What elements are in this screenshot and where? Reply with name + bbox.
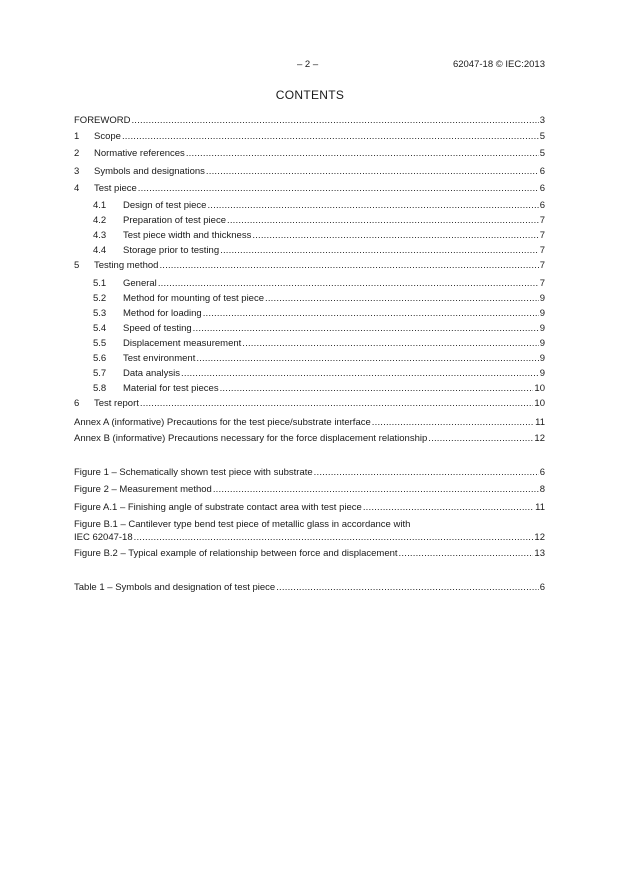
toc-entry-title: FOREWORD [74, 115, 131, 126]
toc-entry-clause-5-7[interactable] [93, 367, 545, 380]
toc-entry-number: 1 [74, 131, 80, 142]
figure-entry-title: Figure A.1 – Finishing angle of substrate contact area with test piece [74, 502, 362, 513]
toc-entry-number: 5.1 [93, 278, 107, 289]
toc-entry-annex-a[interactable] [74, 416, 545, 429]
toc-entry-title: Test piece width and thickness [123, 230, 252, 241]
toc-entry-number: 5.8 [93, 383, 107, 394]
toc-entry-page: 7 [539, 215, 545, 226]
toc-entry-clause-5-8[interactable] [93, 382, 545, 395]
toc-entry-number: 4 [74, 183, 80, 194]
toc-entry-title: Annex A (informative) Precautions for the test piece/substrate interface [74, 417, 371, 428]
toc-entry-title: Design of test piece [123, 200, 207, 211]
toc-entry-clause-2[interactable] [74, 147, 545, 160]
toc-entry-number: 5.2 [93, 293, 107, 304]
toc-entry-page: 9 [539, 338, 545, 349]
toc-entry-number: 2 [74, 148, 80, 159]
figure-entry-title: Figure B.2 – Typical example of relationship between force and displacement [74, 548, 398, 559]
toc-entry-page: 9 [539, 293, 545, 304]
toc-entry-page: 9 [539, 308, 545, 319]
toc-entry-page: 7 [539, 260, 545, 271]
figure-entry-page: 12 [534, 532, 545, 543]
toc-entry-clause-3[interactable] [74, 165, 545, 178]
toc-entry-title: Symbols and designations [94, 166, 205, 177]
toc-entry-title: Data analysis [123, 368, 181, 379]
toc-entry-title: Test piece [94, 183, 137, 194]
contents-title: CONTENTS [275, 88, 345, 102]
table-entry-title: Table 1 – Symbols and designation of test piece [74, 582, 276, 593]
toc-entry-clause-5-3[interactable] [93, 307, 545, 320]
toc-entry-page: 10 [534, 398, 545, 409]
toc-entry-page: 6 [539, 200, 545, 211]
toc-entry-page: 9 [539, 368, 545, 379]
toc-entry-title: Storage prior to testing [123, 245, 220, 256]
toc-entry-number: 5.5 [93, 338, 107, 349]
toc-entry-title: Normative references [94, 148, 185, 159]
table-entry-1[interactable] [74, 581, 545, 594]
toc-entry-clause-1[interactable] [74, 130, 545, 143]
toc-entry-clause-4-1[interactable] [93, 199, 545, 212]
toc-entry-clause-5-5[interactable] [93, 337, 545, 350]
toc-entry-title: Test report [94, 398, 139, 409]
toc-entry-clause-4-4[interactable] [93, 244, 545, 257]
toc-entry-clause-5[interactable] [74, 259, 545, 272]
figure-entry-page: 8 [539, 484, 545, 495]
toc-entry-number: 5.4 [93, 323, 107, 334]
toc-entry-foreword[interactable] [74, 114, 545, 127]
toc-entry-page: 11 [535, 417, 545, 428]
toc-entry-title: Speed of testing [123, 323, 192, 334]
toc-entry-annex-b[interactable] [74, 432, 545, 445]
figure-entry-title: Figure 2 – Measurement method [74, 484, 212, 495]
figure-entry-b1[interactable] [74, 518, 545, 544]
toc-entry-title: Test environment [123, 353, 196, 364]
toc-entry-title: Scope [94, 131, 121, 142]
toc-entry-page: 6 [539, 166, 545, 177]
toc-entry-title: Testing method [94, 260, 159, 271]
figure-entry-1[interactable] [74, 466, 545, 479]
toc-entry-title: Displacement measurement [123, 338, 242, 349]
figure-entry-title-continued: IEC 62047-18 [74, 532, 133, 543]
toc-entry-page: 5 [539, 148, 545, 159]
toc-entry-clause-5-1[interactable] [93, 277, 545, 290]
toc-entry-page: 7 [539, 245, 545, 256]
document-reference: 62047-18 © IEC:2013 [452, 59, 545, 70]
toc-entry-number: 4.2 [93, 215, 107, 226]
toc-entry-clause-4[interactable] [74, 182, 545, 195]
toc-entry-title: Material for test pieces [123, 383, 219, 394]
figure-entry-page: 13 [534, 548, 545, 559]
toc-entry-number: 4.4 [93, 245, 107, 256]
toc-entry-page: 12 [534, 433, 545, 444]
toc-entry-number: 3 [74, 166, 80, 177]
toc-entry-clause-4-2[interactable] [93, 214, 545, 227]
toc-entry-number: 6 [74, 398, 80, 409]
toc-entry-clause-6[interactable] [74, 397, 545, 410]
toc-entry-page: 7 [539, 230, 545, 241]
toc-entry-clause-4-3[interactable] [93, 229, 545, 242]
toc-entry-clause-5-4[interactable] [93, 322, 545, 335]
toc-entry-page: 7 [539, 278, 545, 289]
toc-entry-page: 3 [539, 115, 545, 126]
toc-entry-page: 9 [539, 323, 545, 334]
toc-entry-page: 6 [539, 183, 545, 194]
figure-entry-a1[interactable] [74, 501, 545, 514]
table-entry-page: 6 [539, 582, 545, 593]
toc-entry-number: 5 [74, 260, 80, 271]
toc-entry-page: 10 [534, 383, 545, 394]
toc-entry-number: 4.1 [93, 200, 107, 211]
figure-entry-title: Figure B.1 – Cantilever type bend test piece of metallic glass in accordance with [74, 519, 411, 530]
toc-entry-number: 4.3 [93, 230, 107, 241]
figure-entry-page: 6 [539, 467, 545, 478]
toc-entry-page: 9 [539, 353, 545, 364]
toc-entry-page: 5 [539, 131, 545, 142]
toc-entry-title: Method for mounting of test piece [123, 293, 264, 304]
toc-entry-title: Preparation of test piece [123, 215, 226, 226]
toc-entry-clause-5-6[interactable] [93, 352, 545, 365]
toc-entry-title: Annex B (informative) Precautions necessary for the force displacement relationship [74, 433, 428, 444]
figure-entry-page: 11 [535, 502, 545, 513]
toc-entry-clause-5-2[interactable] [93, 292, 545, 305]
toc-entry-number: 5.7 [93, 368, 107, 379]
figure-entry-title: Figure 1 – Schematically shown test piece with substrate [74, 467, 313, 478]
toc-entry-title: General [123, 278, 157, 289]
figure-entry-2[interactable] [74, 483, 545, 496]
toc-entry-number: 5.3 [93, 308, 107, 319]
toc-entry-title: Method for loading [123, 308, 202, 319]
page-header [72, 59, 545, 73]
toc-entry-number: 5.6 [93, 353, 107, 364]
page-number: – 2 – [297, 59, 319, 70]
figure-entry-b2[interactable] [74, 547, 545, 560]
